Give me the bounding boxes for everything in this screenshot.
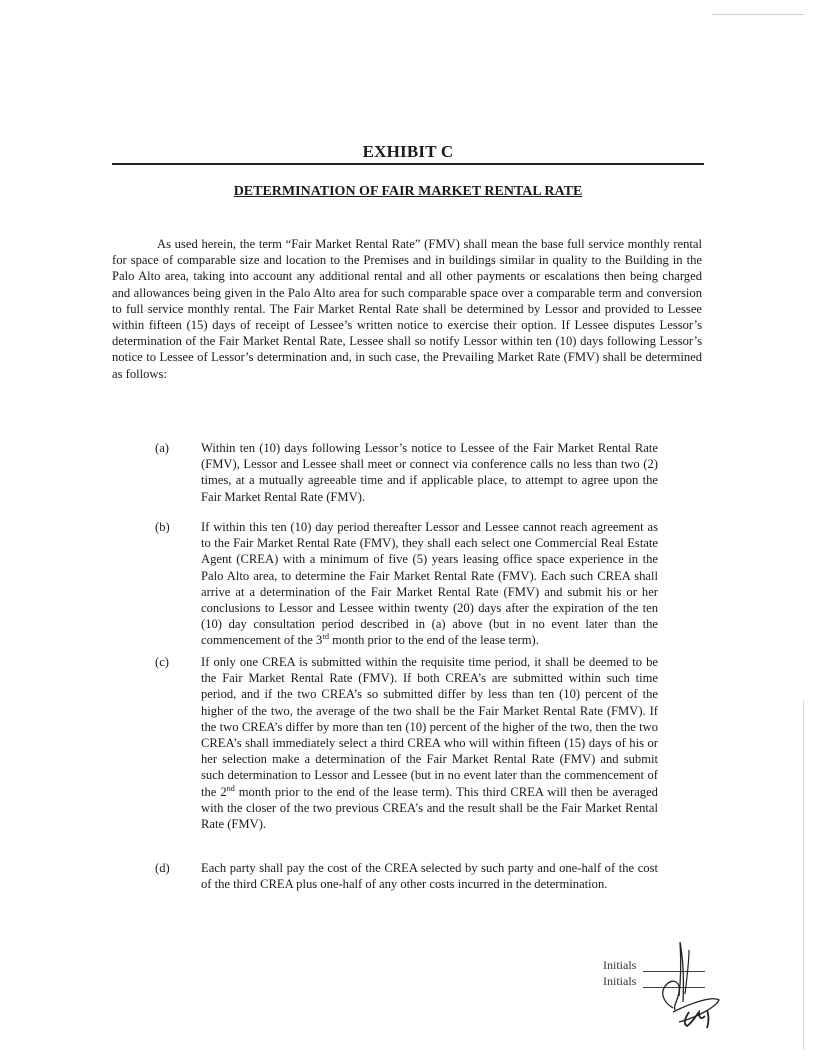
clause-c — [148, 654, 658, 832]
clause-label: (a) — [155, 441, 169, 455]
initials-label-2: Initials — [603, 974, 637, 988]
handwritten-initials-signature — [623, 922, 733, 1032]
clause-a — [148, 440, 658, 505]
clause-label: (b) — [155, 520, 170, 534]
clause-text-part: month prior to the end of the lease term). This third CREA will then be averaged with the closer of the two previous CREA’s and the result shall be the Fair Market Rental Rate (FMV). — [201, 784, 658, 832]
document-subtitle: DETERMINATION OF FAIR MARKET RENTAL RATE — [233, 184, 583, 199]
clause-label: (d) — [155, 861, 170, 875]
clause-text-part: month prior to the end of the lease term). — [329, 633, 539, 648]
clause-text-part: If within this ten (10) day period thereafter Lessor and Lessee cannot reach agreement as to the Fair Market Rental Rate (FMV), they shall each select one Commercial Real Estate Agent (CREA) with a minimum of five (5) years leasing office space experience in the Palo Alto area, to determine the Fair Market Rental Rate (FMV). Each such CREA shall arrive at a determination of the Fair Market Rental Rate (FMV) and submit his or her conclusions to Lessor and Lessee within twenty (20) days after the expiration of the ten (10) day consultation period described in (a) above (but in no event later than the commencement of the 3 — [201, 520, 658, 648]
intro-paragraph: As used herein, the term “Fair Market Rental Rate” (FMV) shall mean the base full service monthly rental for space of comparable size and location to the Premises and in buildings similar in quality to the Building in the Palo Alto area, taking into account any additional rental and all other payments or escalations then being charged and allowances being given in the Palo Alto area for such comparable space over a comparable term and conversion to full service monthly rental. The Fair Market Rental Rate shall be determined by Lessor and provided to Lessee within fifteen (15) days of receipt of Lessee’s written notice to exercise their option. If Lessee disputes Lessor’s determination of the Fair Market Rental Rate, Lessee shall so notify Lessor within ten (10) days following Lessor’s notice to Lessee of Lessor’s determination and, in such case, the Prevailing Market Rate (FMV) shall be determined as follows: — [112, 237, 702, 381]
clause-d — [148, 860, 658, 892]
title-rule — [112, 163, 704, 165]
clause-b — [148, 519, 658, 649]
clause-label: (c) — [155, 655, 169, 669]
clause-text — [201, 654, 658, 832]
ordinal-suffix: rd — [322, 632, 330, 642]
ordinal-suffix: nd — [226, 783, 235, 793]
clause-text: Within ten (10) days following Lessor’s notice to Lessee of the Fair Market Rental Rate (FMV), Lessor and Lessee shall meet or connect via conference calls no less than two (2) times, at a mutually agreeable time and if applicable place, to attempt to agree upon the Fair Market Rental Rate (FMV). — [201, 441, 658, 504]
scan-artifact-line — [712, 14, 804, 15]
exhibit-title: EXHIBIT C — [362, 142, 454, 161]
initials-block — [603, 958, 723, 1028]
initials-label-1: Initials — [603, 958, 637, 972]
scan-artifact-line — [803, 700, 804, 1050]
clause-text — [201, 519, 658, 649]
clause-text-part: If only one CREA is submitted within the requisite time period, it shall be deemed to be the Fair Market Rental Rate (FMV). If both CREA’s are submitted within such time period, and if the two CREA’s so submitted differ by less than ten (10) percent of the higher of the two, the average of the two shall be the Fair Market Rental Rate (FMV). If the two CREA’s differ by more than ten (10) percent of the higher of the two, then the two CREA’s shall immediately select a third CREA who will within fifteen (15) days of his or her selection make a determination of the Fair Market Rental Rate (FMV) and submit such determination to Lessor and Lessee (but in no event later than the commencement of the 2 — [201, 655, 658, 799]
clause-text: Each party shall pay the cost of the CREA selected by such party and one-half of the cost of the third CREA plus one-half of any other costs incurred in the determination. — [201, 861, 658, 892]
